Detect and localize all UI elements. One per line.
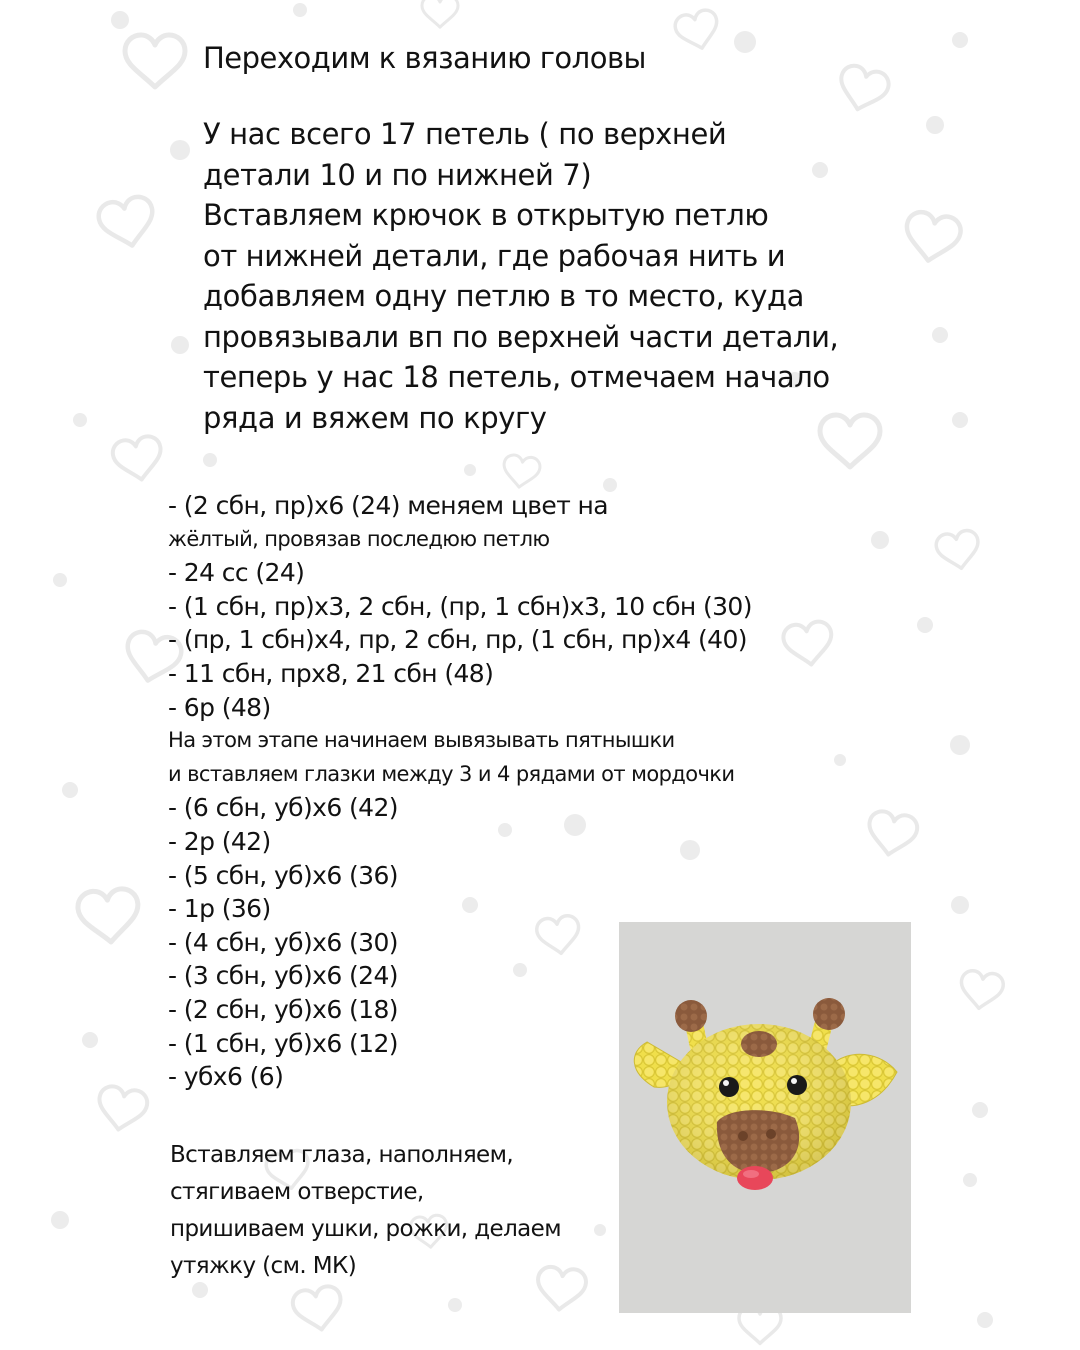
intro-line: от нижней детали, где рабочая нить и bbox=[203, 238, 786, 273]
row-instruction: - 6р (48) bbox=[168, 692, 271, 722]
row-instruction-note: На этом этапе начинаем вывязывать пятнышки bbox=[168, 728, 675, 753]
row-instruction: - (1 сбн, пр)х3, 2 сбн, (пр, 1 сбн)х3, 10 сбн (30) bbox=[168, 591, 752, 621]
row-instruction: - 11 сбн, прх8, 21 сбн (48) bbox=[168, 658, 494, 688]
row-instruction: - (5 сбн, уб)х6 (36) bbox=[168, 860, 398, 890]
tongue bbox=[737, 1166, 773, 1190]
row-instruction: - (пр, 1 сбн)х4, пр, 2 сбн, пр, (1 сбн, пр)х4 (40) bbox=[168, 625, 747, 655]
row-instruction-note: и вставляем глазки между 3 и 4 рядами от мордочки bbox=[168, 761, 735, 786]
right-nostril bbox=[766, 1129, 776, 1139]
intro-line: Вставляем крючок в открытую петлю bbox=[203, 198, 769, 232]
intro-line: ряда и вяжем по кругу bbox=[203, 400, 547, 435]
right-eye bbox=[787, 1075, 807, 1095]
left-horn-tip bbox=[675, 1000, 707, 1032]
row-instruction: - убх6 (6) bbox=[168, 1062, 284, 1092]
row-instruction: - (1 сбн, уб)х6 (12) bbox=[168, 1028, 398, 1058]
page-title: Переходим к вязанию головы bbox=[203, 41, 646, 75]
row-instruction: - (2 сбн, уб)х6 (18) bbox=[168, 994, 398, 1024]
finishing-paragraph bbox=[170, 1137, 610, 1285]
row-instruction: - (3 сбн, уб)х6 (24) bbox=[168, 961, 398, 991]
intro-line: теперь у нас 18 петель, отмечаем начало bbox=[203, 360, 830, 394]
finishing-line: Вставляем глаза, наполняем, bbox=[170, 1142, 514, 1168]
finishing-line: пришиваем ушки, рожки, делаем bbox=[170, 1216, 561, 1242]
row-instruction: - (4 сбн, уб)х6 (30) bbox=[168, 927, 398, 957]
left-eye bbox=[719, 1077, 739, 1097]
intro-line: У нас всего 17 петель ( по верхней bbox=[203, 117, 727, 151]
row-instruction: - 2р (42) bbox=[168, 826, 271, 856]
finishing-line: утяжку (см. МК) bbox=[170, 1253, 357, 1279]
head-spot bbox=[741, 1031, 777, 1057]
intro-line: добавляем одну петлю в то место, куда bbox=[203, 279, 805, 313]
row-instruction: - (2 сбн, пр)х6 (24) меняем цвет на bbox=[168, 491, 608, 520]
giraffe-head-illustration bbox=[619, 922, 911, 1313]
row-instruction: - (6 сбн, уб)х6 (42) bbox=[168, 793, 398, 823]
intro-paragraph bbox=[203, 114, 853, 438]
row-instruction: - 24 сс (24) bbox=[168, 558, 305, 588]
row-instruction: - 1р (36) bbox=[168, 894, 271, 924]
finishing-line: стягиваем отверстие, bbox=[170, 1179, 424, 1205]
intro-line: провязывали вп по верхней части детали, bbox=[203, 319, 839, 354]
row-instruction-note: жёлтый, провязав последюю петлю bbox=[168, 526, 550, 551]
giraffe-head-photo bbox=[619, 922, 911, 1313]
left-nostril bbox=[738, 1131, 748, 1141]
right-horn-tip bbox=[813, 998, 845, 1030]
intro-line: детали 10 и по нижней 7) bbox=[203, 157, 592, 192]
